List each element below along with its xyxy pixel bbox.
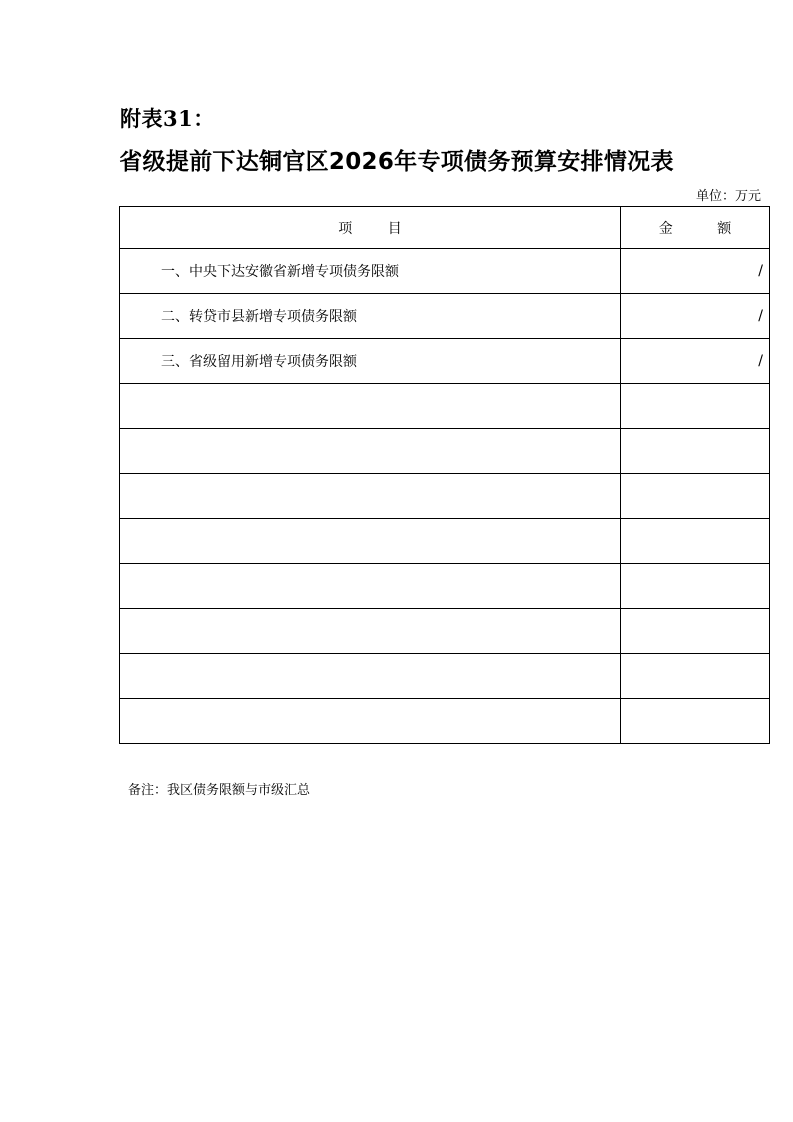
row-amount [621,474,770,519]
page-title: 省级提前下达铜官区2026年专项债务预算安排情况表 [119,149,674,175]
budget-table [119,206,770,744]
table-row [120,339,770,384]
row-amount: / [621,249,770,294]
table-header-row [120,207,770,249]
table-row [120,519,770,564]
table-row [120,384,770,429]
row-item [120,474,621,519]
table-row [120,474,770,519]
row-item [120,609,621,654]
table-row [120,249,770,294]
footnote: 备注：我区债务限额与市级汇总 [128,783,311,798]
row-item [120,519,621,564]
row-amount: / [621,294,770,339]
row-amount [621,519,770,564]
row-amount [621,654,770,699]
header-item: 项 目 [120,207,621,249]
row-amount [621,564,770,609]
row-amount [621,429,770,474]
row-amount [621,384,770,429]
table-row [120,699,770,744]
row-item: 二、转贷市县新增专项债务限额 [120,294,621,339]
row-item [120,699,621,744]
unit-label: 单位：万元 [695,189,761,204]
row-item: 一、中央下达安徽省新增专项债务限额 [120,249,621,294]
row-amount: / [621,339,770,384]
header-amount: 金 额 [621,207,770,249]
table-row [120,429,770,474]
table-row [120,564,770,609]
row-item [120,654,621,699]
row-item [120,429,621,474]
table-row [120,294,770,339]
table-row [120,609,770,654]
row-item [120,564,621,609]
row-item: 三、省级留用新增专项债务限额 [120,339,621,384]
table-row [120,654,770,699]
row-amount [621,699,770,744]
row-item [120,384,621,429]
row-amount [621,609,770,654]
attachment-label: 附表31： [120,106,215,131]
